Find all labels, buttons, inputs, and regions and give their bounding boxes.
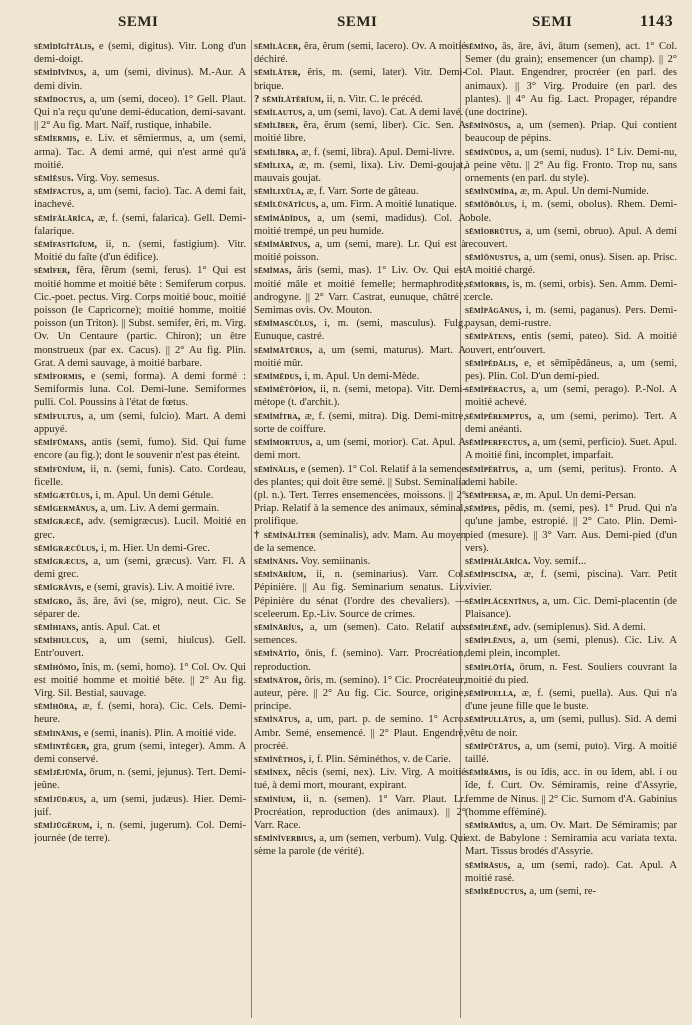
dictionary-entry [465, 740, 677, 766]
dictionary-entry [254, 159, 466, 185]
dictionary-entry [34, 700, 246, 726]
dictionary-entry [465, 595, 677, 621]
entry-headword: sēmĭplăcentīnus, [465, 595, 539, 607]
entry-definition: a, um (semi, græcus). Varr. Fl. A demi grec. [34, 555, 246, 581]
entry-headword: sēmĭplēnus, [465, 635, 516, 647]
entry-headword: sēmĭhiulcus, [34, 635, 89, 647]
entry-definition: ăris (semi, mas). 1° Liv. Ov. Qui est moitié mâle et moitié femelle; hermaphrodite, androgyne. || 2° Varr. Castrat, eunuque, châtré : Semimas ovis. Ov. Mouton. [254, 265, 466, 317]
dictionary-entry [34, 661, 246, 701]
entry-headword: sēmĭjējūnĭa, [34, 767, 87, 779]
dictionary-entry [465, 885, 677, 898]
dictionary-entry [34, 634, 246, 660]
entry-definition: Voy. semif... [533, 555, 587, 567]
dictionary-entry [254, 568, 466, 621]
entry-headword: sēmĭpĕractus, [465, 384, 526, 396]
entry-definition: gra, grum (semi, integer). Amm. A demi conservé. [34, 740, 246, 765]
entry-headword: sēmĭmĭtra, [254, 410, 301, 422]
entry-headword: sēmĭmascŭlus, [254, 318, 317, 330]
entry-headword: ? sēmĭlătĕrĭum, [254, 93, 324, 105]
entry-definition: a, um (semi, lavo). Cat. A demi lavé. [307, 107, 464, 119]
entry-headword: sēmĭnĭverbius, [254, 833, 317, 845]
entry-headword: sēmĭlautus, [254, 107, 306, 119]
dictionary-entry [254, 119, 466, 145]
dictionary-entry [34, 581, 246, 594]
entry-headword: sēmĭinānis, [34, 727, 82, 739]
entry-headword: sēmĭgræcus, [34, 555, 89, 567]
entry-headword: sēmĭhians, [34, 621, 79, 633]
dictionary-entry [254, 674, 466, 714]
dictionary-entry [465, 634, 677, 660]
dictionary-entry [465, 687, 677, 713]
dictionary-entry [465, 40, 677, 119]
entry-definition: nĕcis (semi, nex). Liv. Virg. A moitié tué, à demi mort, mourant, expirant. [254, 767, 466, 792]
entry-definition: a, um (semi, madidus). Col. A moitié trempé, un peu humide. [254, 212, 466, 237]
dictionary-entry [465, 119, 677, 145]
dictionary-entry [34, 542, 246, 555]
entry-definition: i, m. Apul. Un demi Gétule. [95, 489, 214, 501]
entry-definition: ōnis, f. (semino). Varr. Procréation, reproduction. [254, 648, 466, 673]
entry-headword: sēmĭfălārĭca, [34, 212, 95, 224]
entry-headword: sēmĭnānis. [254, 555, 299, 567]
dictionary-entry [254, 621, 466, 647]
entry-headword: sēmĭrēductus, [465, 886, 527, 897]
dictionary-entry [34, 132, 246, 172]
entry-definition: æ, f. (semi, mitra). Dig. Demi-mitre, sorte de coiffure. [254, 410, 466, 435]
dictionary-entry [34, 212, 246, 238]
entry-headword: sēmĭmas, [254, 265, 292, 277]
dictionary-entry [254, 383, 466, 409]
entry-definition: æ, m. Apul. Un demi-Numide. [519, 186, 649, 198]
dictionary-entry [34, 40, 246, 66]
entry-headword: sēmĭmĕtŏpĭon, [254, 384, 317, 396]
page-number: 1143 [640, 13, 674, 30]
dictionary-entry [465, 146, 677, 186]
dictionary-entry [34, 185, 246, 211]
entry-headword: sēmĭgætūlus, [34, 489, 93, 501]
entry-definition: a, um. Ov. Mart. De Sémiramis; par ext. de Babylone : Semiramia acu variata texta. Mart. Tissus brodés d'Assyrie. [465, 819, 677, 858]
columns-container [8, 40, 688, 1022]
entry-definition: antis (semi, fumo). Sid. Qui fume encore (au fig.); dont le souvenir n'est pas éteint. [34, 437, 246, 462]
entry-definition: a, um (semi, judæus). Hier. Demi-juif. [34, 793, 246, 818]
entry-headword: sēmĭpiscīna, [465, 569, 517, 581]
dictionary-entry [465, 555, 677, 568]
entry-headword: sēmĭfūnĭum, [34, 463, 86, 475]
entry-definition: æ, f. (semi, hora). Cic. Cels. Demi-heure. [34, 701, 246, 726]
dictionary-entry [34, 238, 246, 264]
dictionary-entry [34, 172, 246, 185]
entry-headword: sēmĭfactus, [34, 186, 85, 198]
entry-headword: sēmĭlixa, [254, 159, 294, 171]
dictionary-entry [254, 198, 466, 211]
entry-headword: sēmĭnōsus, [465, 120, 511, 132]
entry-definition: a, um (semi, perficio). Suet. Apul. A moitié fini, incomplet, imparfait. [465, 437, 677, 462]
dictionary-entry [465, 185, 677, 198]
entry-headword: sēmĭgro, [34, 595, 73, 607]
entry-headword: sēmĭlīber, [254, 120, 299, 132]
entry-headword: sēmĭjūgĕrum, [34, 819, 93, 831]
entry-definition: ōrum, n. Fest. Souliers couvrant la moitié du pied. [465, 661, 677, 686]
dictionary-entry [465, 436, 677, 462]
dictionary-entry [465, 621, 677, 634]
entry-definition: i, n. (semi, jugerum). Col. Demi-journée (de terre). [34, 819, 246, 845]
entry-definition: ii, n. (semen). 1° Varr. Plaut. Lr. Procréation, reproduction (des animaux). || 2° Varr. Race. [254, 793, 466, 831]
entry-definition: æ, f. (semi, libra). Apul. Demi-livre. [301, 146, 455, 158]
entry-headword: sēmĭjūdæus, [34, 793, 87, 805]
entry-headword: sēmĭpŭtātus, [465, 740, 521, 752]
entry-headword: sēmĭgræcŭlus, [34, 542, 99, 554]
dictionary-entry [34, 555, 246, 581]
dictionary-entry [34, 793, 246, 819]
entry-definition: a, um. Firm. A moitié lunatique. [321, 199, 457, 211]
dictionary-entry [34, 489, 246, 502]
dictionary-entry [465, 330, 677, 356]
entry-headword: sēmĭlăcer, [254, 41, 302, 52]
dictionary-entry [34, 766, 246, 792]
entry-headword: sēmĭhōra, [34, 701, 78, 713]
entry-definition: e (semi, forma). A demi formé : Semiformis luna. Col. Demi-lune. Semiformes pulli. Col. Poussins à l'état de fœtus. [34, 371, 246, 409]
entry-definition: a, um. Cic. Demi-placentin (de Plaisance). [465, 595, 677, 620]
column-3 [465, 40, 677, 1022]
dictionary-entry [34, 621, 246, 634]
entry-headword: sēmĭgræcē, [34, 516, 84, 528]
entry-definition: a, um (semi, hiulcus). Gell. Entr'ouvert. [34, 635, 246, 660]
entry-definition: Virg. Voy. semesus. [76, 173, 160, 185]
entry-definition: e (semi, gravis). Liv. A moitié ivre. [86, 582, 235, 594]
entry-definition: i, m. Apul. Un demi-Mède. [304, 371, 420, 383]
entry-headword: sēmĭrāmĭus, [465, 819, 517, 831]
dictionary-entry [465, 463, 677, 489]
entry-definition: a, um, part. p. de semino. 1° Acro. Ambr. Semé, ensemencé. || 2° Plaut. Engendré, procréé. [254, 714, 466, 752]
entry-definition: e, et sēmĭpĕdāneus, a, um (semi, pes). Plin. Col. D'un demi-pied. [465, 357, 677, 383]
entry-definition: ii, n. (seminarius). Varr. Col. Pépinière. || Au fig. Seminarium senatus. Liv. Pépinière du sénat (l'ordre des chevaliers). — sceleerum. Ep.-Liv. Source de crimes. [254, 569, 466, 620]
entry-headword: sēmĭnātus, [254, 714, 301, 726]
entry-headword: sēmĭgrăvis, [34, 582, 84, 594]
dictionary-entry [254, 93, 466, 106]
running-head-right: SEMI [532, 14, 573, 30]
entry-definition: æ, m. Apul. Un demi-Persan. [513, 489, 637, 501]
entry-headword: sēmĭmărīnus, [254, 239, 311, 251]
entry-headword: sēmĭnārĭus, [254, 621, 304, 633]
dictionary-entry [34, 819, 246, 845]
dictionary-entry [465, 304, 677, 330]
entry-headword: sēmĭpĕremptus, [465, 410, 532, 422]
entry-definition: ĭnis, m. (semi, homo). 1° Col. Ov. Qui est moitié homme et moitié bête. || 2° Au fig. Virg. Sil. Bestial, sauvage. [34, 661, 246, 699]
entry-definition: a, um (semen). Cato. Relatif aux semences. [254, 621, 466, 647]
entry-definition: a, um (semi, facio). Tac. A demi fait, inachevé. [34, 186, 246, 211]
entry-definition: a, um (semi, plenus). Cic. Liv. A demi plein, incomplet. [465, 635, 677, 660]
entry-headword: sēmĭrāmis, [465, 767, 511, 779]
running-head-left: SEMI [118, 14, 159, 30]
entry-definition: a, um (semi, nudus). 1° Liv. Demi-nu, à peine vêtu. || 2° Au fig. Fronto. Trop nu, sans ornements (en parl. du style). [465, 146, 677, 185]
entry-headword: † sēmĭnălĭter [254, 529, 316, 541]
column-2 [254, 40, 466, 1022]
dictionary-entry [34, 502, 246, 515]
dictionary-entry [465, 383, 677, 409]
entry-definition: ii, n. (semi, funis). Cato. Cordeau, ficelle. [34, 463, 246, 488]
entry-definition: a, um (semi, re- [529, 886, 597, 897]
entry-definition: i, f. Plin. Séminéthos, v. de Carie. [308, 753, 451, 765]
entry-definition: entis (semi, pateo). Sid. A moitié ouvert, entr'ouvert. [465, 331, 677, 356]
dictionary-entry [34, 727, 246, 740]
entry-headword: sēmĭnūmĭda, [465, 186, 518, 198]
entry-definition: a, um (semi, onus). Sisen. ap. Prisc. A moitié chargé. [465, 252, 677, 277]
entry-headword: sēmĭermis, [34, 133, 80, 145]
dictionary-entry [34, 436, 246, 462]
entry-definition: i, m. (semi, paganus). Pers. Demi-paysan, demi-rustre. [465, 305, 677, 330]
entry-definition: a, um (semi, fulcio). Mart. A demi appuyé. [34, 410, 246, 435]
entry-headword: sēmĭmădĭdus, [254, 212, 311, 224]
dictionary-entry [465, 859, 677, 885]
entry-definition: æ, m. (semi, lixa). Liv. Demi-goujat, mauvais goujat. [254, 159, 466, 185]
entry-headword: sēmĭlūnātĭcus, [254, 199, 319, 211]
entry-definition: e (semi, digitus). Vitr. Long d'un demi-doigt. [34, 41, 246, 66]
entry-definition: a, um (semi, rado). Cat. Apul. A moitié rasé. [465, 859, 677, 884]
entry-headword: sēmĭpāgānus, [465, 305, 522, 317]
entry-definition: a, um (semi, peritus). Fronto. A demi habile. [465, 463, 677, 488]
entry-headword: sēmĭnātĭo, [254, 648, 300, 660]
dictionary-entry [465, 713, 677, 739]
entry-definition: a, um (semi, maturus). Mart. A moitié mûr. [254, 344, 466, 369]
entry-definition: e (semi, inanis). Plin. A moitié vide. [83, 727, 237, 739]
dictionary-entry [34, 595, 246, 621]
dictionary-entry [465, 410, 677, 436]
entry-definition: pĕdis, m. (semi, pes). 1° Prud. Qui n'a qu'une jambe, estropié. || 2° Cato. Plin. Demi-pied (mesure). || 3° Varr. Aus. Demi-pied (d'un vers). [465, 503, 677, 554]
entry-headword: sēmĭobrūtus, [465, 225, 522, 237]
entry-headword: sēmĭpersa, [465, 489, 511, 501]
entry-headword: sēmĭnārĭum, [254, 569, 307, 581]
dictionary-entry [465, 661, 677, 687]
entry-headword: sēmĭlăter, [254, 67, 301, 79]
entry-headword: sēmĭpes, [465, 503, 500, 515]
entry-definition: a, um (semi, perago). P.-Nol. A moitié achevé. [465, 384, 677, 409]
entry-definition: æ, f. (semi, falarica). Gell. Demi-falarique. [34, 212, 246, 237]
entry-headword: sēmĭnĭum, [254, 793, 296, 805]
entry-headword: sēmĭdīgĭtālis, [34, 41, 95, 52]
dictionary-entry [254, 753, 466, 766]
dictionary-entry [254, 529, 466, 555]
entry-headword: sēmĭno, [465, 41, 498, 52]
entry-definition: i, m. (semi, masculus). Fulg. Eunuque, castré. [254, 318, 466, 343]
dictionary-entry [254, 555, 466, 568]
entry-headword: sēmĭdīvīnus, [34, 67, 87, 79]
entry-definition: ii, n. Vitr. C. le précéd. [326, 93, 423, 105]
entry-headword: sēmĭfer, [34, 265, 71, 277]
entry-headword: sēmĭformis, [34, 371, 85, 383]
dictionary-entry [254, 713, 466, 753]
entry-definition: a, um (semi, doceo). 1° Gell. Plaut. Qui n'a reçu qu'une demi-éducation, demi-savant. || 2° Au fig. Mart. Naïf, rustique, inhabile. [34, 93, 246, 132]
entry-definition: a, um (semi, morior). Cat. Apul. A demi mort. [254, 437, 466, 462]
entry-definition: a, um (semi, puto). Virg. A moitié taillé. [465, 740, 677, 765]
dictionary-entry [254, 370, 466, 383]
entry-definition: ās, āre, āvi, ātum (semen), act. 1° Col. Semer (du grain); ensemencer (un champ). || 2° Col. Plaut. Engendrer, procréer (en parl. des animaux). || 3° Virg. Produire (en parl. des plantes). || 4° Au fig. Lact. Propager, répandre (une doctrine). [465, 41, 677, 119]
entry-headword: sēmĭpĕrītus, [465, 463, 519, 475]
dictionary-entry [254, 66, 466, 92]
entry-definition: a, um. Liv. A demi germain. [100, 503, 220, 515]
dictionary-entry [34, 463, 246, 489]
entry-definition: ii, n. (semi, metopa). Vitr. Demi-métope (t. d'archit.). [254, 384, 466, 409]
entry-headword: sēmĭlixŭla, [254, 186, 304, 198]
entry-definition: e (semen). 1° Col. Relatif à la semence des plantes; qui doit être semé. || Subst. Seminalia (pl. n.). Tert. Terres ensemencées, moissons. || 2° Priap. Relatif à la semence des animaux, séminal, prolifique. [254, 463, 466, 528]
entry-headword: sēmĭmēdus, [254, 371, 302, 383]
dictionary-entry [254, 146, 466, 159]
dictionary-entry [465, 278, 677, 304]
running-head-center: SEMI [337, 14, 378, 30]
dictionary-entry [254, 212, 466, 238]
entry-headword: sēmĭdoctus, [34, 93, 86, 105]
dictionary-entry [465, 819, 677, 859]
entry-headword: sēmĭmātūrus, [254, 344, 313, 356]
page-header [0, 14, 692, 36]
entry-headword: sēmĭlībra, [254, 146, 299, 158]
dictionary-entry [34, 410, 246, 436]
dictionary-entry [34, 515, 246, 541]
entry-definition: ĕra, ĕrum (semi, liber). Cic. Sen. A moitié libre. [254, 120, 466, 145]
entry-definition: adv. (semigræcus). Lucil. Moitié en grec. [34, 516, 246, 541]
entry-headword: sēmĭŏnustus, [465, 252, 522, 264]
entry-definition: ĕris, m. (semi, later). Vitr. Demi-brique. [254, 67, 466, 92]
dictionary-entry [34, 66, 246, 92]
dictionary-entry [254, 410, 466, 436]
column-1 [34, 40, 246, 1022]
entry-definition: ĕra, ĕrum (semi, lacero). Ov. A moitié déchiré. [254, 41, 466, 66]
entry-headword: sēmĭphălārĭca. [465, 555, 531, 567]
entry-headword: sēmĭplōtĭa, [465, 661, 515, 673]
entry-headword: sēmĭrāsus, [465, 859, 511, 871]
dictionary-entry [465, 225, 677, 251]
entry-headword: sēmĭŏbŏlus, [465, 199, 517, 211]
entry-headword: sēmĭhŏmo, [34, 661, 80, 673]
dictionary-entry [254, 766, 466, 792]
entry-definition: ās, āre, āvi (se, migro), neut. Cic. Se séparer de. [34, 595, 246, 620]
dictionary-entry [254, 463, 466, 529]
entry-headword: sēmĭnălis, [254, 463, 298, 475]
entry-definition: a, um (semi, perimo). Tert. A demi anéanti. [465, 410, 677, 435]
entry-definition: ōris, m. (semino). 1° Cic. Procréateur, auteur, père. || 2° Au fig. Cic. Source, origine, principe. [254, 674, 466, 713]
entry-definition: æ, f. (semi, puella). Aus. Qui n'a d'une jeune fille que le buste. [465, 687, 677, 713]
entry-headword: sēmĭnūdus, [465, 146, 512, 158]
entry-headword: sēmĭfultus, [34, 410, 84, 422]
entry-definition: adv. (semiplenus). Sid. A demi. [513, 621, 646, 633]
entry-definition: ii, n. (semi, fastigium). Vitr. Moitié du faîte (d'un édifice). [34, 239, 246, 264]
entry-definition: a, um (semi, mare). Lr. Qui est à moitié poisson. [254, 239, 466, 264]
entry-headword: sēmĭintĕger, [34, 740, 90, 752]
dictionary-entry [254, 40, 466, 66]
dictionary-entry [254, 264, 466, 317]
entry-definition: æ, f. Varr. Sorte de gâteau. [306, 186, 419, 198]
dictionary-entry [465, 251, 677, 277]
entry-definition: is ou ĭdis, acc. in ou ĭdem, abl. i ou ĭde, f. Curt. Ov. Sémiramis, reine d'Assyrie, femme de Ninus. || 2° Cic. Surnom d'A. Gabinius (homme efféminé). [465, 767, 677, 818]
entry-definition: a, um (semi, divinus). M.-Aur. A demi divin. [34, 67, 246, 92]
dictionary-entry [254, 238, 466, 264]
dictionary-entry [465, 198, 677, 224]
entry-definition: e. Liv. et sēmiermus, a, um (semi, arma). Tac. A demi armé, qui n'est armé qu'à moitié. [34, 133, 246, 171]
entry-definition: a, um (semi, pullus). Sid. A demi vêtu de noir. [465, 714, 677, 739]
entry-headword: sēmĭēsus. [34, 173, 74, 185]
entry-headword: sēmĭfastīgĭum, [34, 239, 98, 251]
entry-headword: sēmĭfūmans, [34, 437, 87, 449]
dictionary-entry [254, 647, 466, 673]
entry-headword: sēmĭpullātus, [465, 714, 526, 726]
dictionary-entry [254, 793, 466, 833]
dictionary-entry [465, 357, 677, 383]
entry-headword: sēmĭplēnē, [465, 621, 511, 633]
dictionary-entry [34, 93, 246, 133]
entry-headword: sēmĭpĕdālis, [465, 357, 519, 369]
entry-headword: sēmĭnĕthos, [254, 753, 306, 765]
entry-definition: a, um (semen, verbum). Vulg. Qui sème la parole (de vérité). [254, 833, 466, 858]
dictionary-entry [254, 185, 466, 198]
entry-headword: sēmĭpuella, [465, 687, 517, 699]
dictionary-entry [465, 502, 677, 555]
dictionary-entry [465, 766, 677, 819]
dictionary-entry [34, 370, 246, 410]
entry-headword: sēmĭperfectus, [465, 437, 530, 449]
dictionary-entry [254, 317, 466, 343]
entry-headword: sēmĭmortuus, [254, 437, 313, 449]
entry-definition: æ, f. (semi, piscina). Varr. Petit vivier. [465, 569, 677, 594]
dictionary-entry [254, 344, 466, 370]
entry-definition: ōrum, n. (semi, jejunus). Tert. Demi-jeûne. [34, 767, 246, 792]
entry-definition: fĕra, fĕrum (semi, ferus). 1° Qui est moitié homme et moitié bête : Semiferum corpus. Cic.-poet. pectus. Virg. Corps moitié bouc, moitié poisson (le Capricorne); moitié homme, moitié poisson (un Triton). || Subst. semifer, ĕri, m. Virg. Ov. Un Centaure (partic. Chiron); un être monstrueux (par ex. Cacus). || 2° Au fig. Plin. Grat. A demi sauvage, à moitié barbare. [34, 265, 246, 369]
dictionary-entry [254, 106, 466, 119]
entry-headword: sēmĭpătens, [465, 331, 516, 343]
entry-definition: is, m. (semi, orbis). Sen. Amm. Demi-cercle. [465, 278, 677, 303]
entry-definition: Voy. semiinanis. [300, 555, 371, 567]
entry-definition: (seminalis), adv. Mam. Au moyen de la semence. [254, 529, 466, 554]
entry-headword: sēmĭnex, [254, 767, 291, 779]
entry-definition: a, um (semi, obruo). Apul. A demi recouvert. [465, 225, 677, 251]
dictionary-entry [254, 436, 466, 462]
entry-headword: sēmĭgermānus, [34, 503, 98, 515]
dictionary-entry [254, 832, 466, 858]
dictionary-entry [465, 489, 677, 502]
entry-headword: sēmĭnātor, [254, 674, 302, 686]
entry-definition: antis. Apul. Cat. et [81, 621, 161, 633]
entry-definition: a, um (semen). Priap. Qui contient beaucoup de pépins. [465, 120, 677, 145]
dictionary-entry [34, 740, 246, 766]
dictionary-entry [465, 568, 677, 594]
dictionary-entry [34, 264, 246, 370]
entry-definition: i, m. (semi, obolus). Rhem. Demi-obole. [465, 199, 677, 224]
entry-definition: i, m. Hier. Un demi-Grec. [101, 542, 210, 554]
entry-headword: sēmĭorbis, [465, 278, 510, 290]
